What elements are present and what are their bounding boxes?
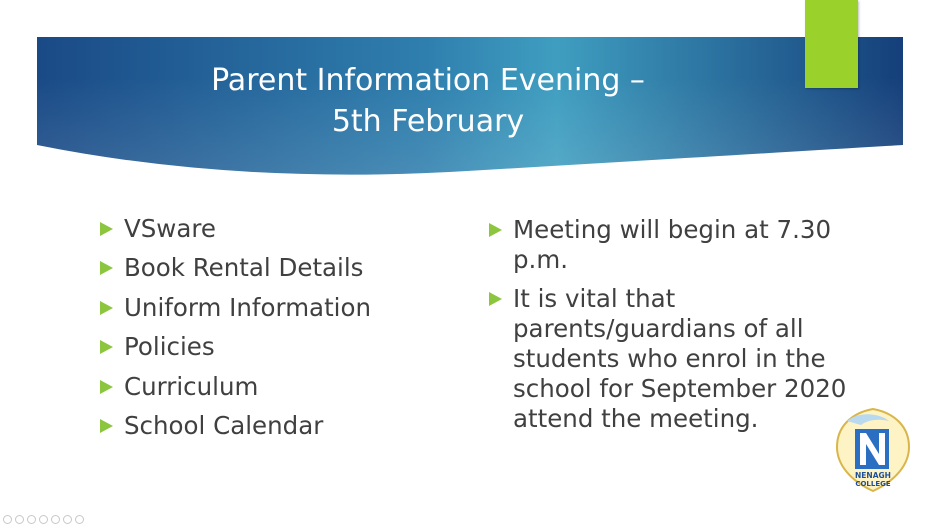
triangle-right-icon [100, 301, 113, 315]
triangle-right-icon [100, 419, 113, 433]
svg-text:NENAGH: NENAGH [855, 471, 891, 480]
triangle-right-icon [100, 380, 113, 394]
triangle-right-icon [100, 222, 113, 236]
list-item: Policies [100, 332, 440, 371]
slide-title [120, 60, 736, 142]
next-slide-icon[interactable] [15, 515, 24, 524]
svg-text:COLLEGE: COLLEGE [855, 480, 891, 488]
list-item: Uniform Information [100, 293, 440, 332]
subtitles-icon[interactable] [63, 515, 72, 524]
triangle-right-icon [489, 292, 502, 306]
list-item: School Calendar [100, 411, 440, 450]
triangle-right-icon [489, 223, 502, 237]
left-bullet-list [100, 214, 440, 450]
more-options-icon[interactable] [75, 515, 84, 524]
list-item: Book Rental Details [100, 253, 440, 292]
right-bullet-list [489, 215, 869, 443]
zoom-icon[interactable] [51, 515, 60, 524]
list-item: Meeting will begin at 7.30 p.m. [489, 215, 869, 275]
presentation-controls [3, 515, 84, 527]
triangle-right-icon [100, 340, 113, 354]
triangle-right-icon [100, 261, 113, 275]
title-line-1: Parent Information Evening – [211, 63, 645, 98]
previous-slide-icon[interactable] [3, 515, 12, 524]
title-line-2: 5th February [331, 104, 525, 139]
grid-icon[interactable] [39, 515, 48, 524]
nenagh-college-crest-icon [833, 407, 913, 493]
list-item: VSware [100, 214, 440, 253]
accent-bar [805, 0, 858, 88]
list-item: It is vital that parents/guardians of all students who enrol in the school for September 2020 attend the meeting. [489, 284, 869, 434]
list-item: Curriculum [100, 372, 440, 411]
pen-icon[interactable] [27, 515, 36, 524]
